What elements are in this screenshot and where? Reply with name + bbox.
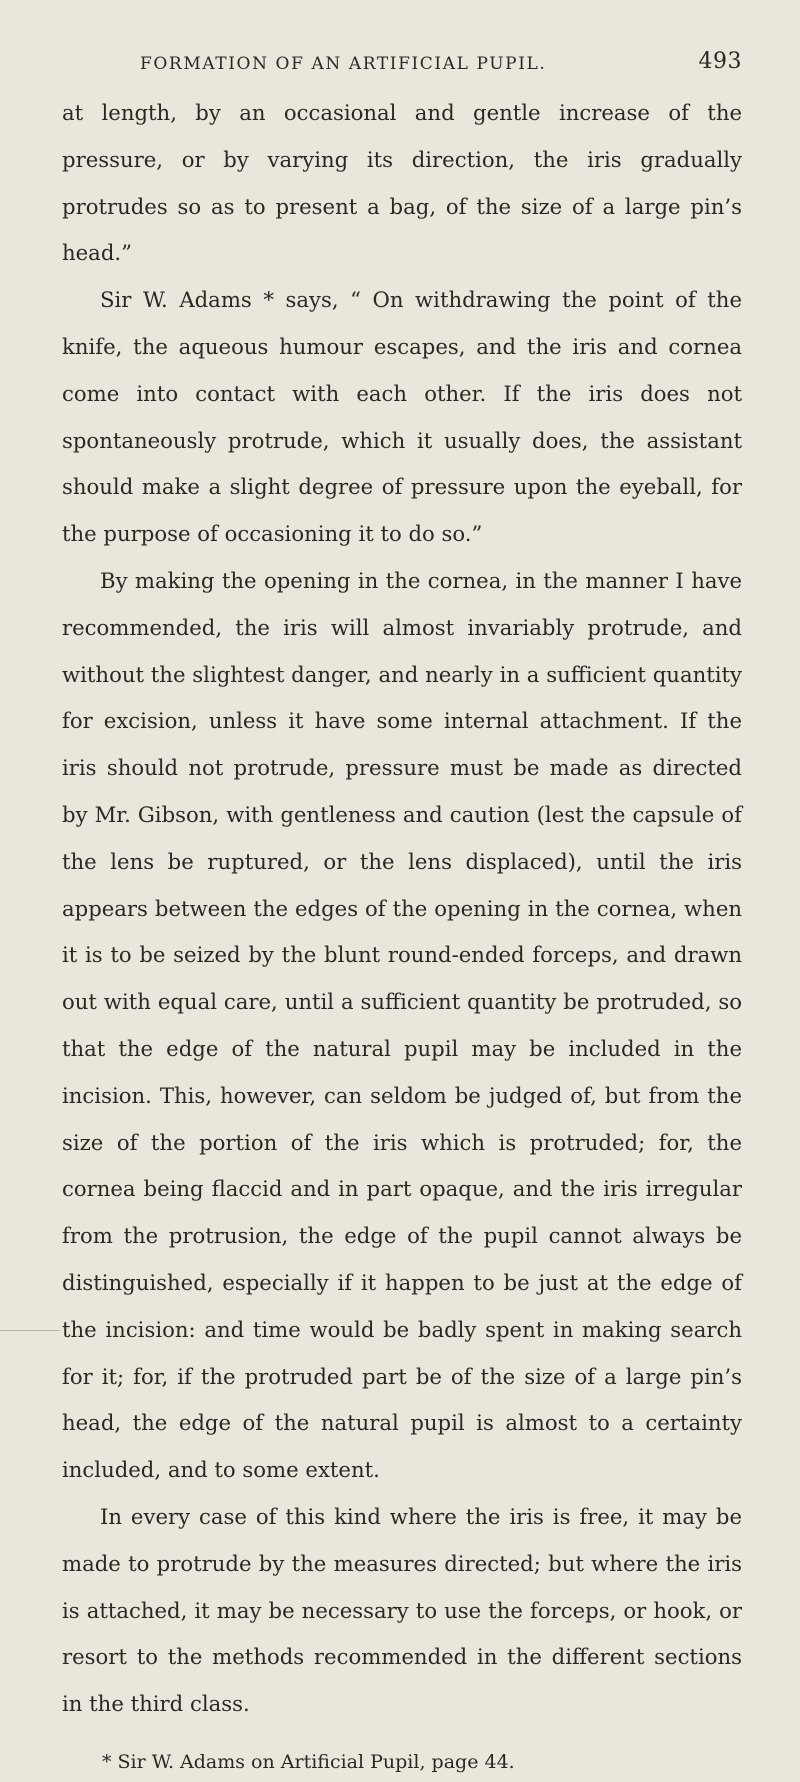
running-head bbox=[62, 40, 742, 80]
page-edge-mark bbox=[0, 1330, 60, 1331]
book-page bbox=[62, 40, 742, 1773]
paragraph-free-iris: In every case of this kind where the iris is free, it may be made to protrude by the measures directed; but where the iris is attached, it may be necessary to use the forceps, or hook, or resort to the methods recommended in the different sections in the third class. bbox=[62, 1503, 742, 1717]
paragraph-method: By making the opening in the cornea, in the manner I have recommended, the iris will almost invariably protrude, and without the slightest danger, and nearly in a sufficient quantity for excision, unless it have some internal attachment. If the iris should not protrude, pressure must be made as directed by Mr. Gibson, with gentleness and caution (lest the capsule of the lens be ruptured, or the lens displaced), until the iris appears between the edges of the opening in the cornea, when it is to be seized by the blunt round-ended forceps, and drawn out with equal care, until a sufficient quantity be protruded, so that the edge of the natural pupil may be included in the incision. This, however, can seldom be judged of, but from the size of the portion of the iris which is protruded; for, the cornea being flaccid and in part opaque, and the iris irregular from the protrusion, the edge of the pupil cannot always be distinguished, especially if it happen to be just at the edge of the incision: and time would be badly spent in making search for it; for, if the protruded part be of the size of a large pin’s head, the edge of the natural pupil is almost to a certainty included, and to some extent. bbox=[62, 567, 742, 1483]
paragraph-continuation: at length, by an occasional and gentle increase of the pressure, or by varying its direction, the iris gradually protrudes so as to present a bag, of the size of a large pin’s head.” bbox=[62, 100, 742, 266]
paragraph-adams-quote: Sir W. Adams * says, “ On withdrawing the point of the knife, the aqueous humour escapes, and the iris and cornea come into contact with each other. If the iris does not spontaneously protrude, which it usually does, the assistant should make a slight degree of pressure upon the eyeball, for the purpose of occasioning it to do so.” bbox=[62, 287, 742, 547]
body-text bbox=[62, 90, 742, 1728]
footnote: * Sir W. Adams on Artificial Pupil, page 44. bbox=[102, 1750, 515, 1773]
running-head-title: FORMATION OF AN ARTIFICIAL PUPIL. bbox=[140, 54, 547, 74]
page-number: 493 bbox=[698, 49, 742, 74]
